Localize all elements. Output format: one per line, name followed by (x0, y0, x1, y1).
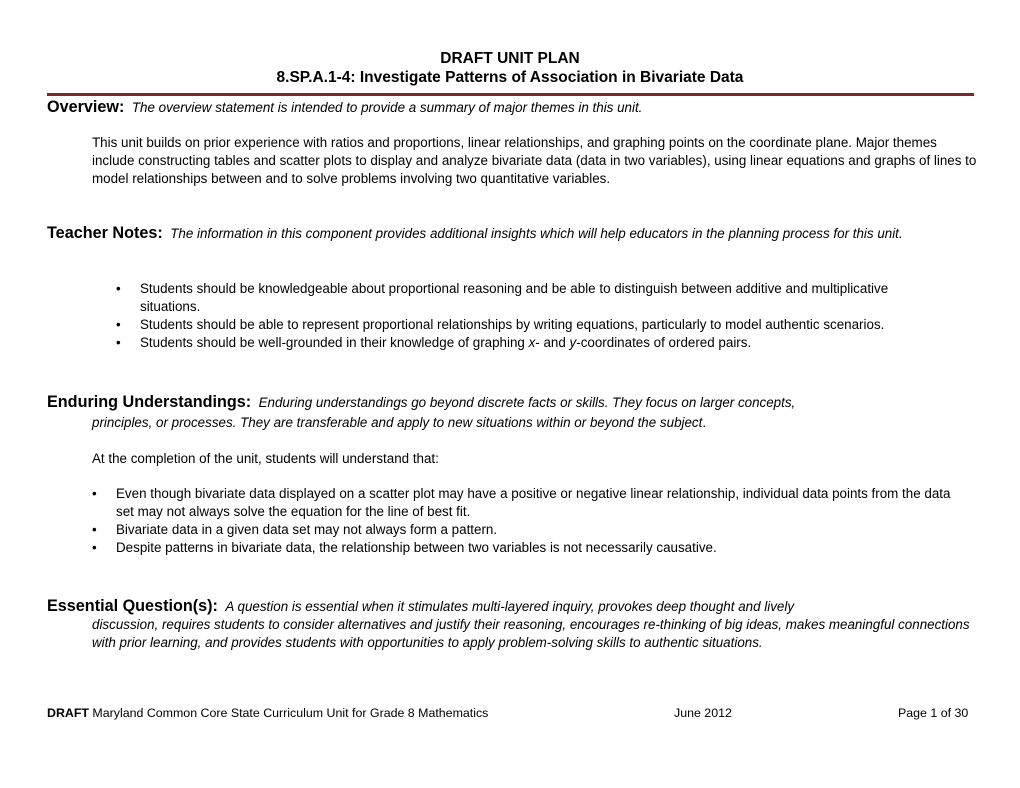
footer-page-number: Page 1 of 30 (898, 706, 969, 720)
overview-body: This unit builds on prior experience with ratios and proportions, linear relationships, and graphing points on the coordinate plane. Major themes include constructing tables and scatter plots to display and analyze bivariate data (data in two variables), using linear equations and graphs of lines to model relationships between and to solve problems involving two quantitative variables. (92, 135, 977, 186)
footer-text: DRAFT Maryland Common Core State Curriculum Unit for Grade 8 Mathematics (47, 706, 489, 720)
document-subtitle: 8.SP.A.1-4: Investigate Patterns of Association in Bivariate Data (276, 69, 744, 86)
list-item: • Bivariate data in a given data set may not always form a pattern. (92, 522, 498, 537)
overview-section (47, 98, 977, 117)
teacher-notes-list (116, 280, 936, 352)
list-item: • Students should be knowledgeable about proportional reasoning and be able to distinguish between additive and multiplicative situations. (116, 281, 889, 314)
essential-description: A question is essential when it stimulates multi-layered inquiry, provokes deep thought and lively (225, 599, 795, 614)
bullet-icon: • (116, 335, 121, 350)
list-item: • Even though bivariate data displayed on a scatter plot may have a positive or negative linear relationship, individual data points from the data set may not always solve the equation for the line of best fit. (92, 486, 951, 519)
teacher-notes-heading: Teacher Notes: (47, 224, 163, 242)
enduring-heading: Enduring Understandings: (47, 393, 252, 411)
bullet-icon: • (116, 281, 121, 296)
list-item: • Students should be able to represent proportional relationships by writing equations, particularly to model authentic scenarios. (116, 317, 885, 332)
header-rule (47, 93, 974, 96)
essential-heading: Essential Question(s): (47, 597, 218, 615)
document-title: DRAFT UNIT PLAN (440, 50, 580, 67)
enduring-description: Enduring understandings go beyond discrete facts or skills. They focus on larger concepts, (258, 395, 796, 410)
enduring-intro: At the completion of the unit, students will understand that: (92, 451, 439, 466)
overview-description: The overview statement is intended to provide a summary of major themes in this unit. (131, 100, 643, 115)
essential-questions-section: Essential Question(s): A question is essential when it stimulates multi-layered inquiry, provokes deep thought and lively discussion, requires students to consider alternatives and justify their reasoning, encourages re-thinking of big ideas, makes meaningful connections with prior learning, and provides students with opportunities to apply problem-solving skills to authentic situations. (47, 597, 970, 650)
list-item: • Despite patterns in bivariate data, the relationship between two variables is not necessarily causative. (92, 540, 717, 555)
bullet-icon: • (92, 540, 97, 555)
bullet-icon: • (92, 522, 97, 537)
footer-date: June 2012 (674, 706, 732, 720)
enduring-list (92, 485, 952, 557)
overview-heading: Overview: (47, 98, 125, 116)
bullet-icon: • (116, 317, 121, 332)
teacher-notes-description: The information in this component provides additional insights which will help educators in the planning process for this unit. (170, 226, 903, 241)
enduring-understandings-section: Enduring Understandings: Enduring understandings go beyond discrete facts or skills. They focus on larger concepts, principles, or processes. They are transferable and apply to new situations within or beyond the subject. (47, 393, 796, 430)
bullet-icon: • (92, 486, 97, 501)
teacher-notes-section (47, 224, 977, 243)
list-item: • Students should be well-grounded in their knowledge of graphing x- and y-coordinates of ordered pairs. (116, 335, 752, 350)
